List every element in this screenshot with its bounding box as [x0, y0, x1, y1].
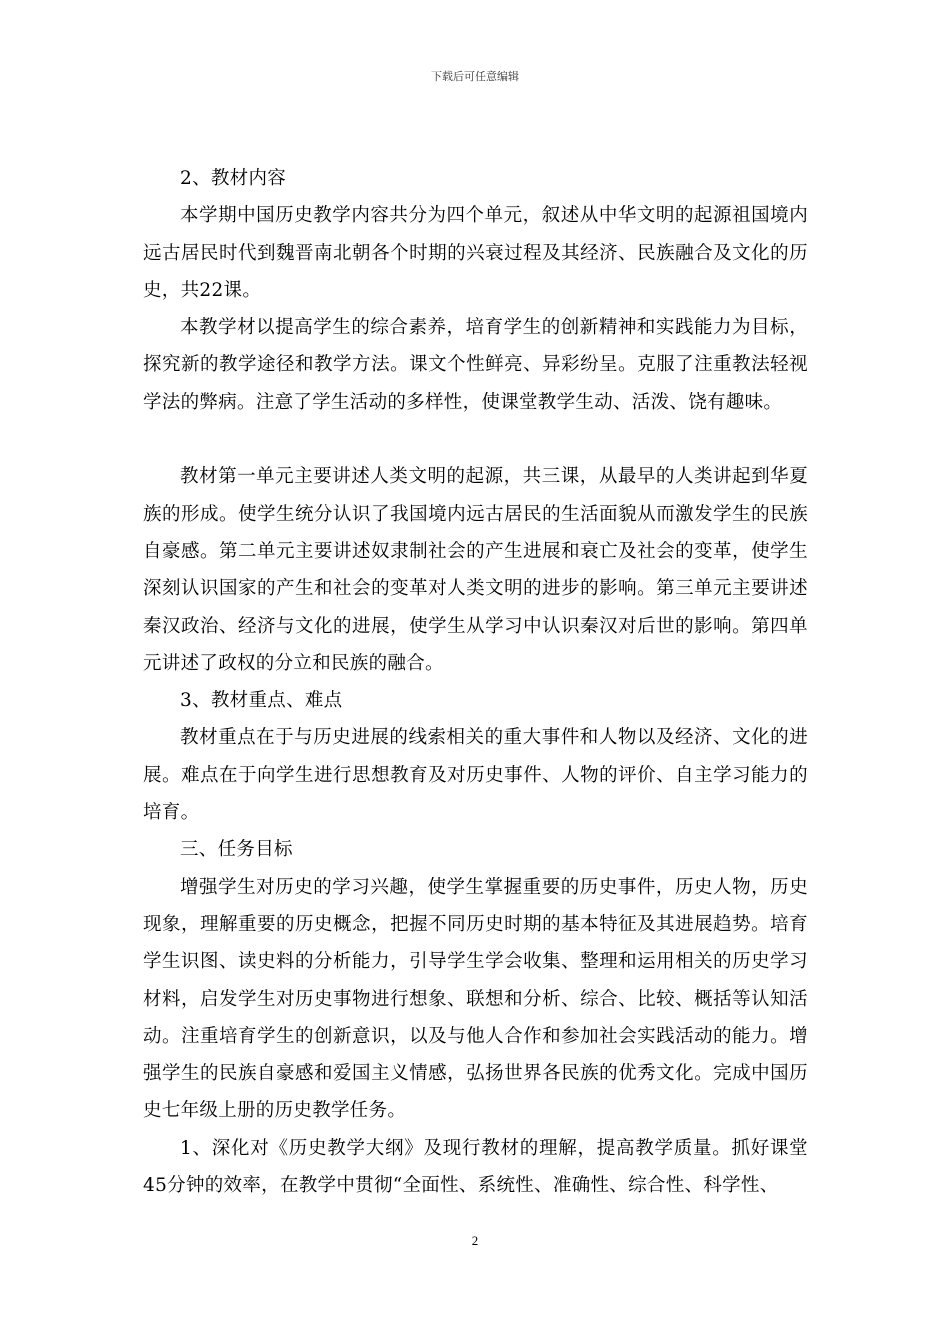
paragraph-key-points: 教材重点在于与历史进展的线索相关的重大事件和人物以及经济、文化的进展。难点在于向学生进行思想教育及对历史事件、人物的评价、自主学习能力的培育。 [143, 727, 808, 824]
paragraph-item-1: 1、深化对《历史教学大纲》及现行教材的理解，提高教学质量。抓好课堂45分钟的效率，在教学中贯彻“全面性、系统性、准确性、综合性、科学性、 [143, 1137, 808, 1197]
page-number: 2 [471, 1233, 479, 1248]
section-heading-teaching-content: 2、教材内容 [180, 168, 287, 189]
paragraph-course-overview: 本学期中国历史教学内容共分为四个单元，叙述从中华文明的起源祖国境内远古居民时代到魏晋南北朝各个时期的兴衰过程及其经济、民族融合及文化的历史，共22课。 [143, 205, 808, 301]
section-heading-key-points: 3、教材重点、难点 [180, 690, 343, 712]
section-heading-task-goals: 三、任务目标 [180, 839, 293, 861]
paragraph-textbook-goals: 本教学材以提高学生的综合素养，培育学生的创新精神和实践能力为目标，探究新的教学途径和教学方法。课文个性鲜亮、异彩纷呈。克服了注重教法轻视学法的弊病。注意了学生活动的多样性，使课堂教学生动、活泼、饶有趣味。 [143, 317, 808, 413]
paragraph-unit-summary: 教材第一单元主要讲述人类文明的起源，共三课，从最早的人类讲起到华夏族的形成。使学生统分认识了我国境内远古居民的生活面貌从而激发学生的民族自豪感。第二单元主要讲述奴隶制社会的产生进展和衰亡及社会的变革，使学生深刻认识国家的产生和社会的变革对人类文明的进步的影响。第三单元主要讲述秦汉政治、经济与文化的进展，使学生从学习中认识秦汉对后世的影响。第四单元讲述了政权的分立和民族的融合。 [143, 466, 808, 674]
paragraph-task-goals: 增强学生对历史的学习兴趣，使学生掌握重要的历史事件，历史人物，历史现象，理解重要的历史概念，把握不同历史时期的基本特征及其进展趋势。培育学生识图、读史料的分析能力，引导学生学会收集、整理和运用相关的历史学习材料，启发学生对历史事物进行想象、联想和分析、综合、比较、概括等认知活动。注重培育学生的创新意识，以及与他人合作和参加社会实践活动的能力。增强学生的民族自豪感和爱国主义情感，弘扬世界各民族的优秀文化。完成中国历史七年级上册的历史教学任务。 [143, 876, 808, 1122]
document-body [143, 160, 808, 1204]
header-note: 下载后可任意编辑 [431, 70, 519, 83]
